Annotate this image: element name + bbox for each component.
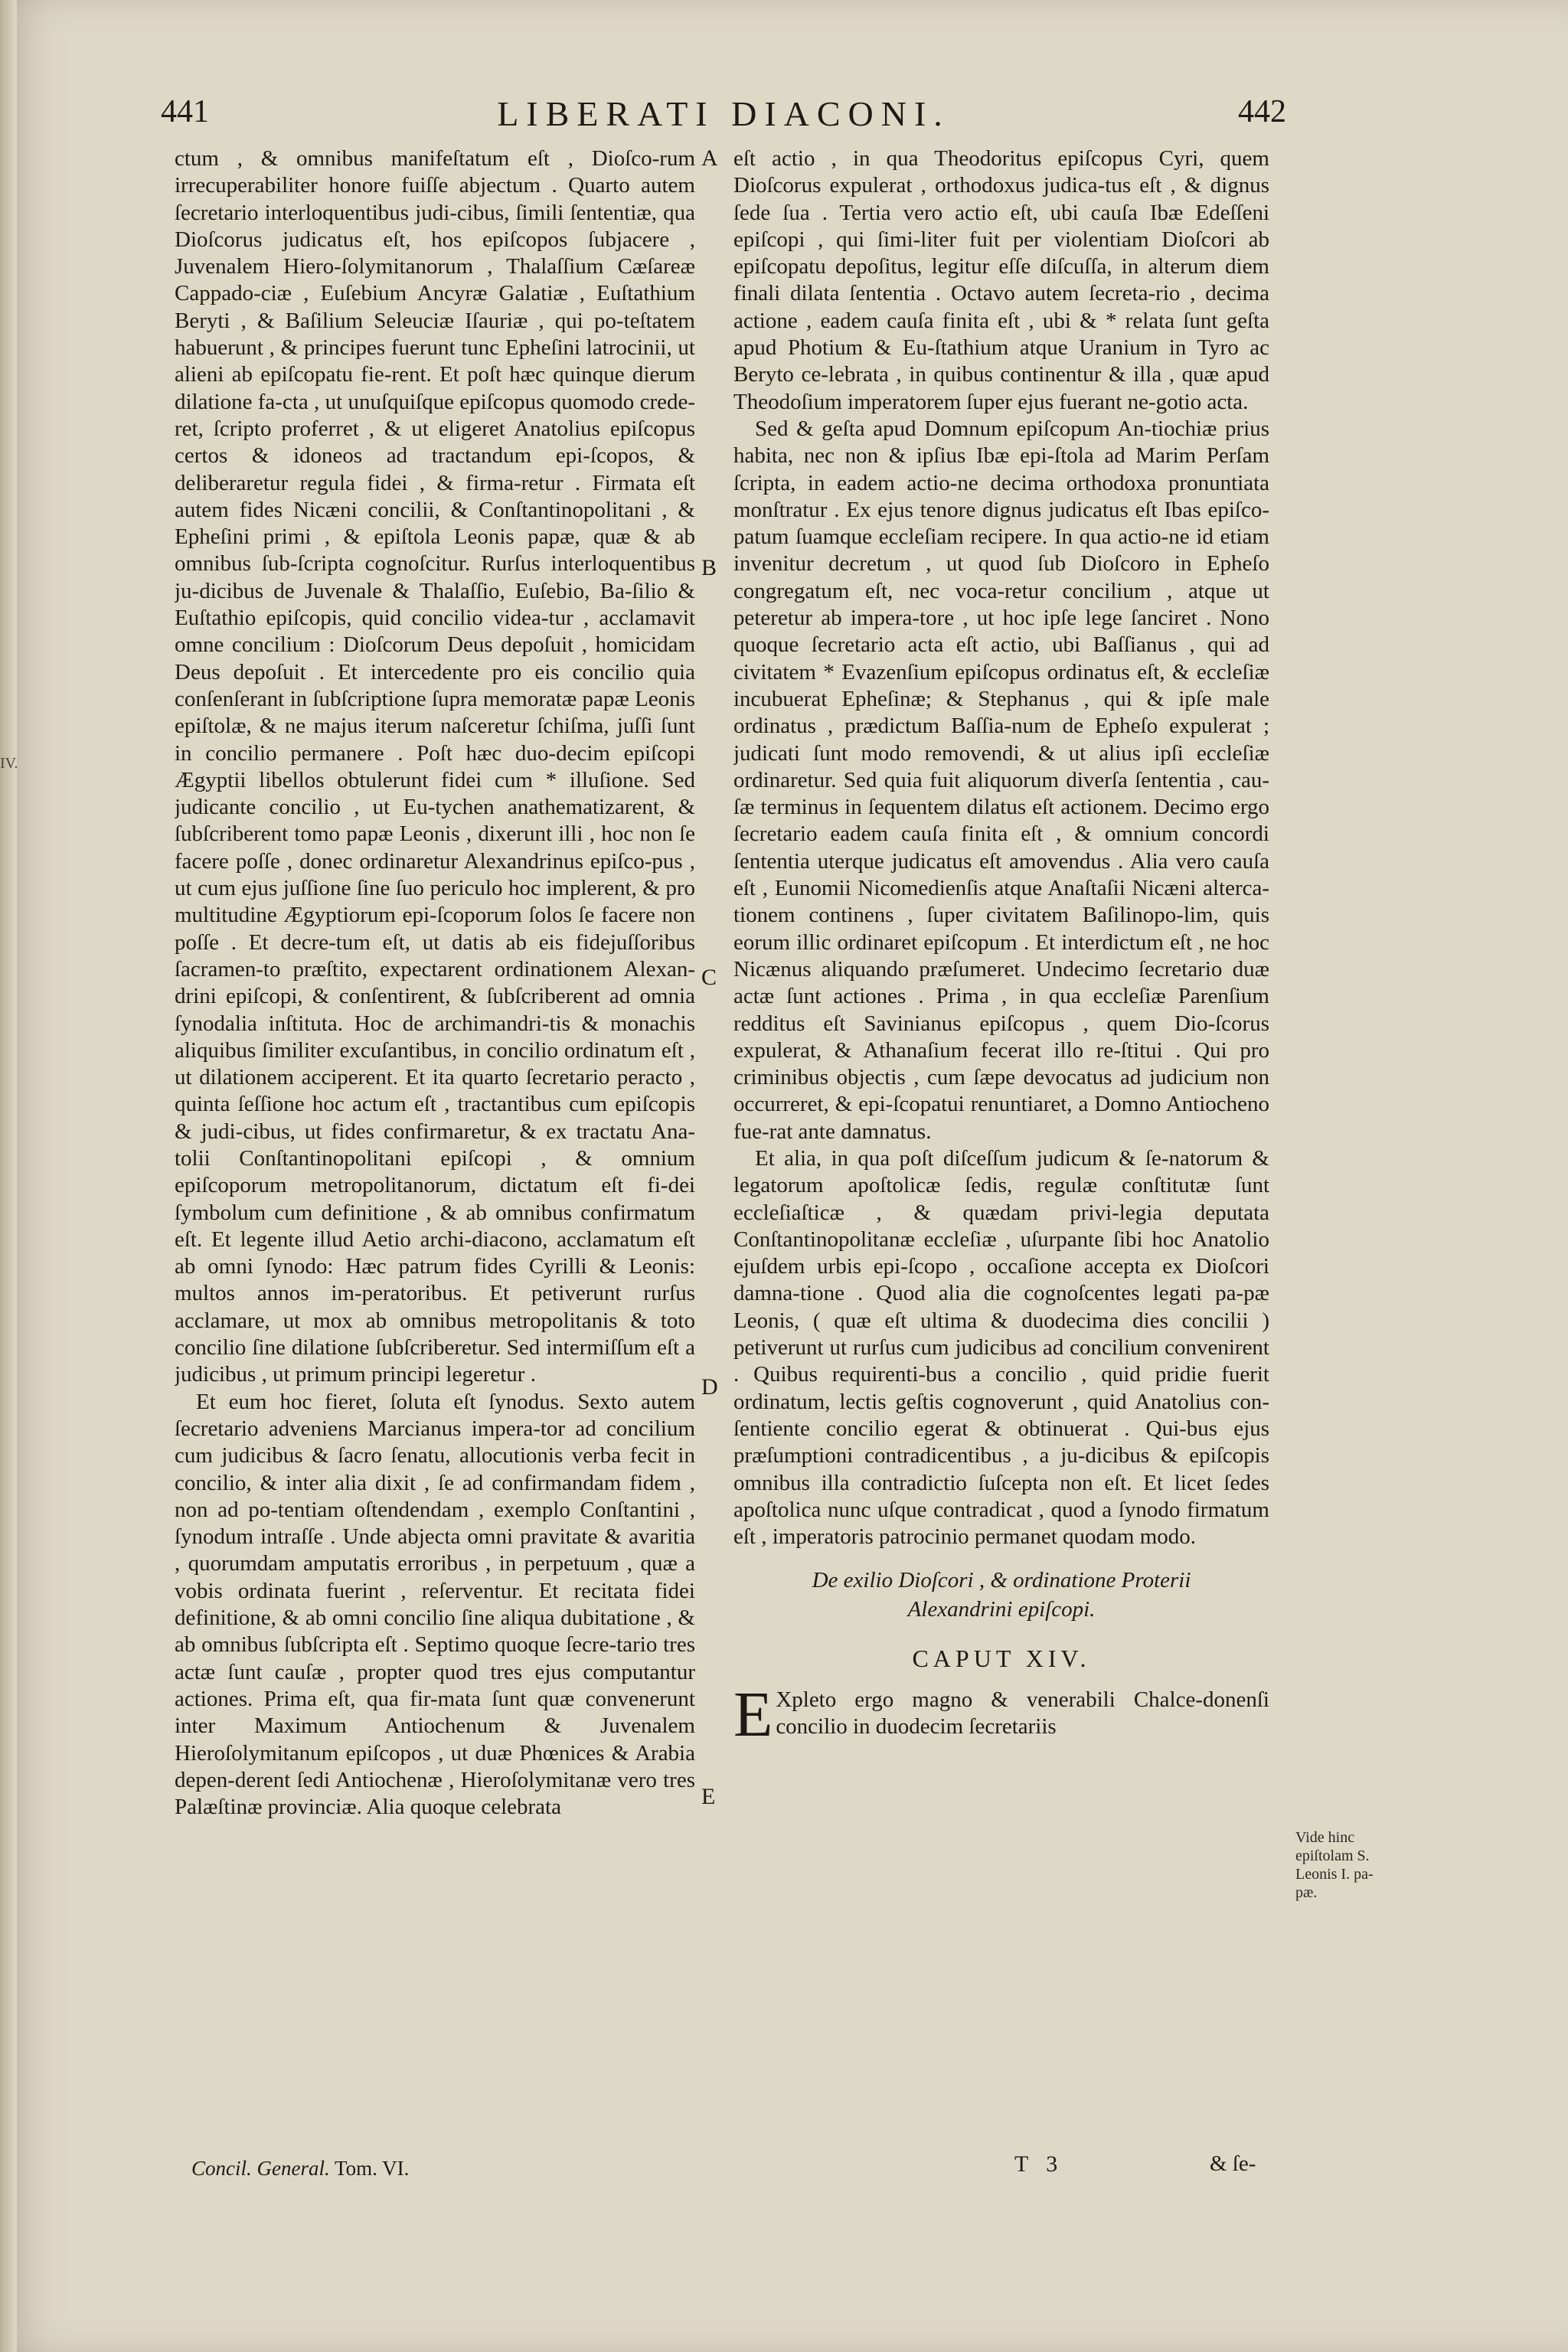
section-letters: [701, 145, 724, 1983]
left-column: [175, 145, 695, 2190]
page-gutter: [0, 0, 17, 2352]
running-title: LIBERATI DIACONI.: [497, 94, 950, 133]
margin-note-left: IV.: [0, 755, 18, 772]
right-paragraph: Et alia, in qua poſt diſceſſum judicum & ſe-natorum & legatorum apoſtolicæ ſedis, regulæ conſtitutæ ſunt eccleſiaſticæ , & quædam privi-legia deputata Conſtantinopolitanæ eccleſiæ , uſurpante ſibi hoc Anatolio ejuſdem urbis epi-ſcopo , occaſione accepta ex Dioſcori damna-tione . Quod alia die cognoſcentes legati pa-pæ Leonis, ( quæ eſt ultima & duodecima dies concilii ) petiverunt ut rurſus cum judicibus ad concilium convenirent . Quibus requirenti-bus a concilio , quid pridie fuerit ordinatum, lectis geſtis cognoverunt , quid Anatolius con-ſentiente concilio egerat & obtinuerat . Qui-bus ejus præſumptioni contradicentibus , a ju-dicibus & epiſcopis omnibus illa contradictio ſuſcepta non eſt. Et licet ſedes apoſtolica nunc uſque contradicat , quod a ſynodo firmatum eſt , imperatoris patrocinio permanet quodam modo.: [733, 1145, 1269, 1550]
footer-volume: Tom. VI.: [335, 2157, 410, 2180]
section-letter-c: C: [701, 965, 717, 990]
section-letter-b: B: [701, 555, 717, 580]
catchword: & ſe-: [1210, 2151, 1256, 2176]
subheading-line: Alexandrini epiſcopi.: [907, 1597, 1096, 1622]
chapter-title: CAPUT XIV.: [912, 1645, 1091, 1673]
section-letter-a: A: [701, 145, 718, 171]
signature-mark: T 3: [1014, 2151, 1064, 2177]
drop-cap: E: [733, 1678, 773, 1750]
page-number-right: 442: [1238, 94, 1286, 129]
section-letter-d: D: [701, 1374, 718, 1400]
subheading-line: De exilio Dioſcori , & ordinatione Proterii: [812, 1568, 1191, 1593]
opening-text: Xpleto ergo magno & venerabili Chalce-donenſi concilio in duodecim ſecretariis: [776, 1687, 1269, 1740]
footer-left: [191, 2157, 409, 2180]
right-paragraph: Sed & geſta apud Domnum epiſcopum An-tiochiæ prius habita, nec non & ipſius Ibæ epi-ſtola ad Marim Perſam ſcripta, in eadem actio-ne decima orthodoxa pronuntiata monſtratur . Ex ejus tenore dignus judicatus eſt Ibas epiſco-patum ſuamque eccleſiam recipere. In qua actio-ne id etiam invenitur decretum , ut quod ſub Dioſcoro in Epheſo congregatum eſt, nec voca-retur concilium , atque ut peteretur ab impera-tore , ut hoc ipſe lege ſanciret . Nono quoque ſecretario acta eſt actio, ubi Baſſianus , qui ad civitatem * Evazenſium epiſcopus ordinatus eſt, & eccleſiæ incubuerat Epheſinæ; & Stephanus , qui & ipſe male ordinatus , prædictum Baſſia-num de Epheſo expulerat ; judicati ſunt modo removendi, & ut alius ipſi eccleſiæ ordinaretur. Sed quia fuit aliquorum diverſa ſententia , cau-ſæ terminus in ſequentem dilatus eſt actionem. Decimo ergo ſecretario eadem cauſa finita eſt , & omnium concordi ſententia uterque judicatus eſt amovendus . Alia vero cauſa eſt , Eunomii Nicomedienſis atque Anaſtaſii Nicæni alterca-tionem continens , ſuper civitatem Baſilinopo-lim, quis eorum illic ordinaret epiſcopum . Et interdictum eſt , ne hoc Nicænus aliquando præſumeret. Undecimo ſecretario duæ actæ ſunt actiones . Prima , in qua eccleſiæ Parenſium redditus eſt Savinianus epiſcopus , quem Dio-ſcorus expulerat, & Athanaſium fecerat illo re-ſtitui . Qui pro criminibus objectis , cum ſæpe devocatus ad judicium non occurreret, & epi-ſcopatui renuntiaret, a Domno Antiocheno fue-rat ante damnatus.: [733, 416, 1269, 1144]
chapter-opening-paragraph: [733, 1678, 1269, 1750]
right-column: [733, 145, 1269, 2213]
running-header: [161, 93, 1286, 147]
margin-note-right: Vide hinc epiſtolam S. Leonis I. pa-pæ.: [1295, 1829, 1374, 1901]
right-paragraph: eſt actio , in qua Theodoritus epiſcopus Cyri, quem Dioſcorus expulerat , orthodoxus judica-tus eſt , & dignus ſede ſua . Tertia vero actio eſt, ubi cauſa Ibæ Edeſſeni epiſcopi , qui ſimi-liter fuit per violentiam Dioſcori ab epiſcopatu depoſitus, legitur eſſe diſcuſſa, in alterum diem finali dilata ſententia . Octavo autem ſecreta-rio , decima actione , eadem cauſa finita eſt , ubi & * relata ſunt geſta apud Photium & Eu-ſtathium atque Uranium in Tyro ac Beryto ce-lebrata , in quibus continentur & illa , quæ apud Theodoſium imperatorem ſuper ejus fuerant ne-gotio acta.: [733, 146, 1269, 414]
page-number-left: 441: [161, 94, 209, 129]
chapter-subheading: [733, 1566, 1269, 1624]
section-letter-e: E: [701, 1784, 716, 1809]
left-paragraph: Et eum hoc fieret, ſoluta eſt ſynodus. Sexto autem ſecretario adveniens Marcianus impera-tor ad concilium cum judicibus & ſacro ſenatu, allocutionis verba fecit in concilio, & inter alia dixit , ſe ad confirmandam fidem , non ad po-tentiam oſtendendam , exemplo Conſtantini , ſynodum intraſſe . Unde abjecta omni pravitate & avaritia , quorumdam amputatis erroribus , in perpetuum , quæ a vobis ordinata fuerint , reſerventur. Et recitata fidei definitione, & ab omni concilio ſine aliqua dubitatione , & ab omnibus ſubſcripta eſt . Septimo quoque ſecre-tario tres actæ ſunt cauſæ , propter quod tres ejus computantur actiones. Prima eſt, qua fir-mata ſunt quæ convenerunt inter Maximum Antiochenum & Juvenalem Hieroſolymitanum epiſcopos , ut duæ Phœnices & Arabia depen-derent ſedi Antiochenæ , Hieroſolymitanæ vero tres Palæſtinæ provinciæ. Alia quoque celebrata: [175, 1389, 695, 1820]
footer-series: Concil. General.: [191, 2157, 330, 2180]
left-paragraph: ctum , & omnibus manifeſtatum eſt , Dioſco-rum irrecuperabiliter honore fuiſſe abjectum . Quarto autem ſecretario interloquentibus judi-cibus, ſimili ſententiæ, qua Dioſcorus judicatus eſt, hos epiſcopos ſubjacere , Juvenalem Hiero-ſolymitanorum , Thalaſſium Cæſareæ Cappado-ciæ , Euſebium Ancyræ Galatiæ , Euſtathium Beryti , & Baſilium Seleuciæ Iſauriæ , qui po-teſtatem habuerunt , & principes fuerunt tunc Epheſini latrocinii, ut alieni ab epiſcopatu fie-rent. Et poſt hæc quinque dierum dilatione fa-cta , ut unuſquiſque epiſcopus quomodo crede-ret, ſcripto proferret , & ut eligeret Anatolius epiſcopus certos & idoneos ad tractandum epi-ſcopos, & deliberaretur regula fidei , & firma-retur . Firmata eſt autem fides Nicæni concilii, & Conſtantinopolitani , & Epheſini primi , & epiſtola Leonis papæ, quæ & ab omnibus ſub-ſcripta cognoſcitur. Rurſus interloquentibus ju-dicibus de Juvenale & Thalaſſio, Euſebio, Ba-ſilio & Euſtathio epiſcopis, quid concilio videa-tur , acclamavit omne concilium : Dioſcorum Deus depoſuit , homicidam Deus depoſuit . Et intercedente pro eis concilio quia conſenſerant in ſubſcriptione ſupra memoratæ papæ Leonis epiſtolæ, & ne majus iterum naſceretur ſchiſma, juſſi ſunt in concilio permanere . Poſt hæc duo-decim epiſcopi Ægyptii libellos obtulerunt fidei cum * illuſione. Sed judicante concilio , ut Eu-tychen anathematizarent, & ſubſcriberent tomo papæ Leonis , dixerunt illi , hoc non ſe facere poſſe , donec ordinaretur Alexandrinus epiſco-pus , ut cum ejus juſſione ſine ſuo periculo hoc implerent, & pro multitudine Ægyptiorum epi-ſcoporum ſolos ſe facere non poſſe . Et decre-tum eſt, ut datis ab eis fidejuſſoribus ſacramen-to præſtito, expectarent ordinationem Alexan-drini epiſcopi, & conſentirent, & ſubſcriberent ad omnia ſynodalia inſtituta. Hoc de archimandri-tis & monachis aliquibus ſimiliter excuſantibus, in concilio ordinatum eſt , ut dilationem acciperent. Et ita quarto ſecretario peracto , quinta ſeſſione hoc actum eſt , tractantibus cum epiſcopis & judi-cibus, ut fides confirmaretur, & ex tractatu Ana-tolii Conſtantinopolitani epiſcopi , & omnium epiſcoporum metropolitanorum, dictatum eſt fi-dei ſymbolum cum definitione , & ab omnibus confirmatum eſt. Et legente illud Aetio archi-diacono, acclamatum eſt ab omni ſynodo: Hæc patrum fides Cyrilli & Leonis: multos annos im-peratoribus. Et petiverunt rurſus acclamare, ut mox ab omnibus metropolitanis & toto concilio ſine dilatione ſubſcriberetur. Sed intermiſſum eſt a judicibus , ut primum principi legeretur .: [175, 146, 695, 1387]
